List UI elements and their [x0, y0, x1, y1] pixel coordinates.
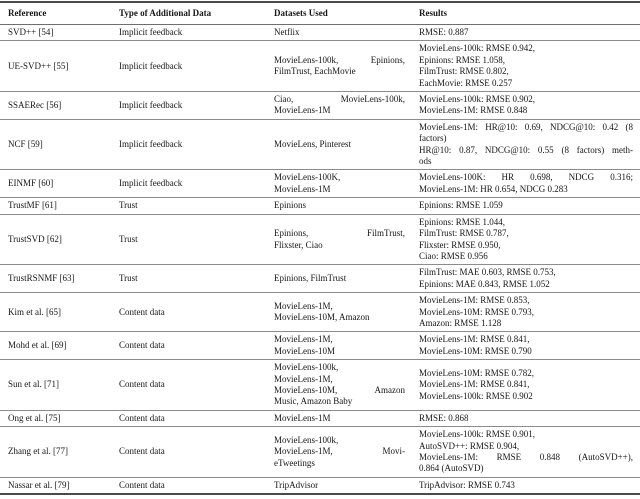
cell-results: [417, 41, 640, 92]
cell-line: FilmTrust, EachMovie: [274, 66, 356, 77]
cell-reference: TrustMF [61]: [8, 200, 57, 211]
cell-results: [417, 293, 640, 332]
cell-reference: EINMF [60]: [8, 178, 54, 189]
cell-line: FilmTrust: RMSE 0.787,: [419, 228, 509, 239]
cell-results: [417, 25, 640, 41]
cell-results: [417, 410, 640, 426]
cell-line: MovieLens-10M, Amazon: [274, 384, 405, 395]
cell-line: MovieLens-100k: RMSE 0.902,: [419, 94, 535, 105]
cell-datasets-used: [272, 170, 417, 198]
cell-results: [417, 265, 640, 293]
cell-reference: Ong et al. [75]: [8, 412, 61, 423]
cell-additional-data-type: Content data: [119, 340, 165, 351]
cell-line: MovieLens-1M: [274, 412, 331, 423]
cell-line: MovieLens-1M,: [274, 373, 333, 384]
cell-line: Epinions: MAE 0.843, RMSE 1.052: [419, 278, 550, 289]
table-row: [0, 477, 640, 494]
table-row: [0, 92, 640, 120]
cell-datasets-used: [272, 41, 417, 92]
cell-reference: UE-SVD++ [55]: [8, 60, 69, 71]
cell-results: [417, 170, 640, 198]
cell-line: MovieLens-1M: RMSE 0.841,: [419, 379, 530, 390]
table-header: [0, 2, 640, 25]
cell-line: AutoSVD++: RMSE 0.904,: [419, 440, 520, 451]
cell-line: MovieLens-100k, Epinions,: [274, 54, 405, 65]
cell-line: TripAdvisor: [274, 479, 319, 490]
cell-line: MovieLens-1M: [274, 105, 331, 116]
cell-line: MovieLens, Pinterest: [274, 138, 351, 149]
cell-line: FilmTrust: MAE 0.603, RMSE 0.753,: [419, 267, 556, 278]
table-row: [0, 170, 640, 198]
cell-line: Amazon: RMSE 1.128: [419, 317, 502, 328]
cell-line: MovieLens-1M, Movi-: [274, 446, 405, 457]
cell-line: EachMovie: RMSE 0.257: [419, 77, 513, 88]
table-row: [0, 198, 640, 214]
cell-datasets-used: [272, 477, 417, 494]
cell-datasets-used: [272, 410, 417, 426]
table-row: [0, 410, 640, 426]
cell-line: MovieLens-1M: RMSE 0.848: [419, 105, 528, 116]
cell-reference: NCF [59]: [8, 138, 43, 149]
cell-results: [417, 214, 640, 265]
cell-additional-data-type: Trust: [119, 273, 138, 284]
column-header-reference: Reference: [8, 8, 47, 18]
cell-line: MovieLens-100k,: [274, 434, 339, 445]
cell-line: Ciao, MovieLens-100k,: [274, 94, 405, 105]
cell-line: Epinions, FilmTrust: [274, 273, 347, 284]
cell-line: Epinions: [274, 200, 307, 211]
cell-datasets-used: [272, 265, 417, 293]
cell-line: MovieLens-100K,: [274, 172, 341, 183]
cell-datasets-used: [272, 25, 417, 41]
cell-line: MovieLens-100K: HR 0.698, NDCG 0.316;: [419, 172, 633, 183]
cell-line: HR@10: 0.87, NDCG@10: 0.55 (8 factors) meth-: [419, 144, 633, 155]
cell-line: FilmTrust: RMSE 0.802,: [419, 66, 509, 77]
cell-line: Epinions: RMSE 1.059: [419, 200, 503, 211]
cell-results: [417, 427, 640, 478]
cell-reference: Sun et al. [71]: [8, 379, 59, 390]
cell-additional-data-type: Content data: [119, 479, 165, 490]
cell-line: Epinions, FilmTrust,: [274, 228, 405, 239]
cell-line: MovieLens-1M,: [274, 334, 333, 345]
cell-line: MovieLens-1M: [274, 183, 331, 194]
cell-line: MovieLens-10M: RMSE 0.782,: [419, 367, 535, 378]
cell-reference: TrustSVD [62]: [8, 233, 62, 244]
cell-results: [417, 119, 640, 170]
cell-line: Music, Amazon Baby: [274, 396, 353, 407]
results-comparison-table: [0, 1, 640, 495]
cell-datasets-used: [272, 198, 417, 214]
cell-line: MovieLens-1M: HR 0.654, NDCG 0.283: [419, 183, 568, 194]
cell-line: factors): [419, 133, 447, 144]
cell-line: TripAdvisor: RMSE 0.743: [419, 479, 515, 490]
table-row: [0, 214, 640, 265]
cell-line: MovieLens-1M,: [274, 300, 333, 311]
cell-line: MovieLens-1M: RMSE 0.848 (AutoSVD++),: [419, 452, 633, 462]
table-row: [0, 293, 640, 332]
cell-line: Ciao: RMSE 0.956: [419, 250, 488, 261]
cell-line: Netflix: [274, 27, 300, 37]
cell-line: eTweetings: [274, 457, 315, 468]
cell-datasets-used: [272, 332, 417, 360]
cell-line: MovieLens-100k,: [274, 362, 339, 373]
cell-results: [417, 360, 640, 411]
cell-reference: Zhang et al. [77]: [8, 446, 68, 457]
column-header-results: Results: [419, 8, 448, 18]
cell-additional-data-type: Trust: [119, 233, 138, 244]
column-header-type: Type of Additional Data: [119, 8, 212, 18]
header-row: [0, 2, 640, 25]
cell-line: ods: [419, 156, 432, 167]
cell-additional-data-type: Implicit feedback: [119, 178, 183, 189]
cell-datasets-used: [272, 92, 417, 120]
table-row: [0, 427, 640, 478]
cell-line: MovieLens-10M, Amazon: [274, 312, 370, 323]
cell-additional-data-type: Implicit feedback: [119, 60, 183, 71]
cell-line: 0.864 (AutoSVD): [419, 463, 484, 474]
cell-additional-data-type: Implicit feedback: [119, 99, 183, 110]
cell-line: MovieLens-100k: RMSE 0.901,: [419, 429, 535, 440]
column-header-datasets: Datasets Used: [274, 8, 328, 18]
cell-line: MovieLens-100k: RMSE 0.942,: [419, 43, 535, 54]
cell-line: RMSE: 0.887: [419, 27, 469, 37]
cell-reference: Nassar et al. [79]: [8, 479, 70, 490]
cell-results: [417, 332, 640, 360]
cell-additional-data-type: Content data: [119, 446, 165, 457]
cell-additional-data-type: Implicit feedback: [119, 27, 183, 37]
cell-reference: SVD++ [54]: [8, 27, 54, 37]
cell-datasets-used: [272, 119, 417, 170]
cell-line: MovieLens-10M: RMSE 0.790: [419, 345, 532, 356]
cell-line: Flixster, Ciao: [274, 239, 323, 250]
cell-datasets-used: [272, 427, 417, 478]
cell-reference: Kim et al. [65]: [8, 306, 61, 317]
table-body: [0, 25, 640, 495]
cell-additional-data-type: Implicit feedback: [119, 138, 183, 149]
cell-line: MovieLens-1M: RMSE 0.853,: [419, 295, 530, 306]
cell-additional-data-type: Trust: [119, 200, 138, 211]
table-row: [0, 119, 640, 170]
cell-line: MovieLens-10M: [274, 345, 335, 356]
cell-line: Epinions: RMSE 1.058,: [419, 54, 506, 65]
cell-additional-data-type: Content data: [119, 306, 165, 317]
cell-line: Epinions: RMSE 1.044,: [419, 216, 506, 227]
cell-reference: Mohd et al. [69]: [8, 340, 67, 351]
cell-datasets-used: [272, 214, 417, 265]
cell-results: [417, 198, 640, 214]
table-row: [0, 41, 640, 92]
cell-additional-data-type: Content data: [119, 379, 165, 390]
cell-line: RMSE: 0.868: [419, 412, 469, 423]
cell-additional-data-type: Content data: [119, 412, 165, 423]
table-row: [0, 332, 640, 360]
table-row: [0, 25, 640, 41]
cell-datasets-used: [272, 360, 417, 411]
cell-line: MovieLens-1M: HR@10: 0.69, NDCG@10: 0.42 (8: [419, 121, 633, 132]
cell-line: Flixster: RMSE 0.950,: [419, 239, 501, 250]
table-row: [0, 265, 640, 293]
cell-results: [417, 92, 640, 120]
table-row: [0, 360, 640, 411]
cell-line: MovieLens-1M: RMSE 0.841,: [419, 334, 530, 345]
cell-line: MovieLens-100k: RMSE 0.902: [419, 390, 533, 401]
cell-reference: SSAERec [56]: [8, 99, 62, 110]
cell-line: MovieLens-10M: RMSE 0.793,: [419, 306, 535, 317]
cell-results: [417, 477, 640, 494]
cell-reference: TrustRSNMF [63]: [8, 273, 75, 284]
cell-datasets-used: [272, 293, 417, 332]
